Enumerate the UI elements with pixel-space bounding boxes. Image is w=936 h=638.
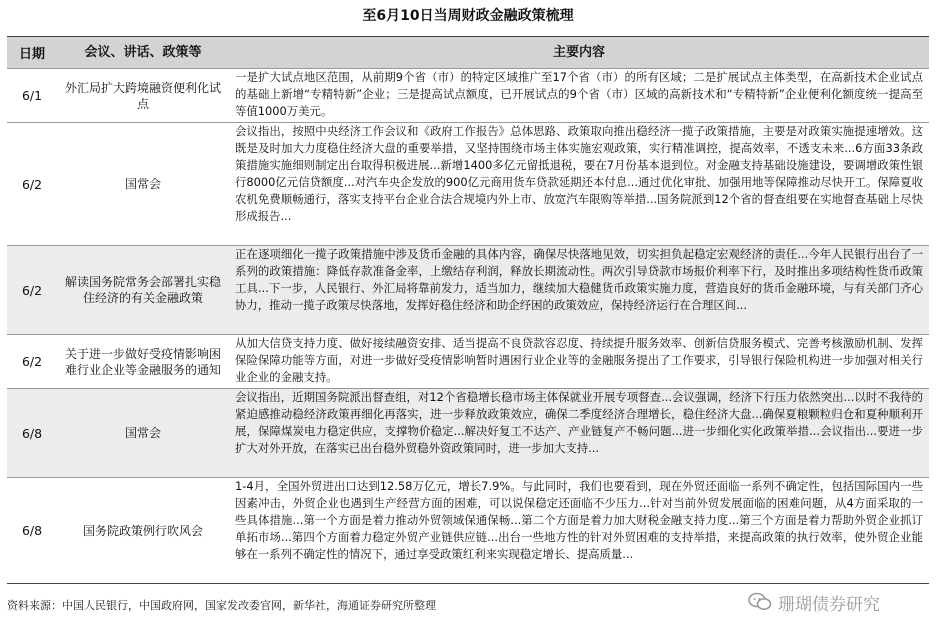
row-meeting: 国常会 (124, 177, 161, 191)
header-content: 主要内容 (552, 45, 605, 60)
table-header (7, 37, 929, 68)
wechat-icon (748, 592, 772, 612)
row-meeting: 国常会 (124, 426, 161, 440)
row-content: 会议指出，近期国务院派出督查组，对12个省稳增长稳市场主体保就业开展专项督查...会议强调，经济下行压力依然突出...以时不我待的紧迫感推动稳经济政策再细化再落实，进一步释放政策效应，确保二季度经济合理增长，稳住经济大盘...确保夏粮颗粒归仓和夏种顺利开展，保障煤炭电力稳定供应，支撑物价稳定...解决好复工不达产、产业链复产不畅问题...进一步细化实化政策举措...会议指出...要进一步扩大对外开放，在落实已出台稳外贸稳外资政策同时，进一步加大支持... (235, 390, 923, 455)
watermark (748, 586, 880, 618)
header-meeting: 会议、讲话、政策等 (84, 44, 202, 60)
table-row (7, 245, 929, 334)
row-content: 从加大信贷支持力度、做好接续融资安排、适当提高不良贷款容忍度、持续提升服务效率、创新信贷服务模式、完善考核激励机制、发挥保险保障功能等方面，对进一步做好受疫情影响暂时遇困行业企业等的金融服务提出了工作要求，引导银行保险机构进一步加强对相关行业企业的金融支持。 (235, 336, 923, 384)
row-content: 一是扩大试点地区范围，从前期9个省（市）的特定区域推广至17个省（市）的所有区域；二是扩展试点主体类型，在高新技术企业试点的基础上新增“专精特新”企业；三是提高试点额度，已开展试点的9个省（市）区域的高新技术和“专精特新”企业便利化额度统一提高至等值1000万美元。 (235, 70, 923, 118)
table-row (7, 334, 929, 388)
source-note: 资料来源：中国人民银行，中国政府网，国家发改委官网，新华社，海通证券研究所整理 (7, 599, 436, 612)
table-row (7, 388, 929, 477)
row-content: 会议指出，按照中央经济工作会议和《政府工作报告》总体思路、政策取向推出稳经济一揽子政策措施，主要是对政策实施提速增效。这既是及时加大力度稳住经济大盘的重要举措，又坚持围绕市场主体实施宏观政策，实行精准调控，提高效率，不透支未来...6方面33条政策措施实施细则制定出台取得积极进展...新增1400多亿元留抵退税，要在7月份基本退到位。对金融支持基础设施建设，要调增政策性银行8000亿元信贷额度...对汽车央企发放的900亿元商用货车贷款延期还本付息...通过优化审批、加强用地等保障推动尽快开工。保障夏收农机免费顺畅通行，落实支持平台企业合法合规境内外上市、放宽汽车限购等举措...国务院派到12个省的督查组要在实地督查基础上尽快形成报告... (235, 124, 923, 223)
table-row (7, 68, 929, 122)
row-meeting: 关于进一步做好受疫情影响困难行业企业等金融服务的通知 (64, 346, 221, 377)
table-title: 至6月10日当周财政金融政策梳理 (362, 8, 574, 24)
row-date: 6/8 (21, 523, 43, 538)
row-date: 6/2 (21, 176, 43, 192)
row-content: 正在逐项细化一揽子政策措施中涉及货币金融的具体内容，确保尽快落地见效，切实担负起稳定宏观经济的责任...今年人民银行出台了一系列的政策措施：降低存款准备金率，上缴结存利润，释放长期流动性。两次引导贷款市场报价利率下行，及时推出多项结构性货币政策工具...下一步，人民银行、外汇局将靠前发力，适当加力，继续加大稳健货币政策实施力度，营造良好的货币金融环境，与有关部门齐心协力，推动一揽子政策尽快落地，发挥好稳住经济和助企纾困的政策效应，保持经济运行在合理区间... (235, 247, 923, 312)
watermark-text: 珊瑚债券研究 (778, 594, 880, 615)
row-meeting: 外汇局扩大跨境融资便利化试点 (64, 80, 221, 111)
row-date: 6/1 (21, 88, 43, 103)
header-date: 日期 (18, 47, 45, 62)
row-date: 6/2 (21, 282, 43, 298)
policy-table (7, 36, 929, 584)
row-date: 6/8 (21, 425, 43, 441)
table-row (7, 477, 929, 583)
row-meeting: 国务院政策例行吹风会 (82, 523, 203, 538)
row-meeting: 解读国务院常务会部署扎实稳住经济的有关金融政策 (64, 275, 221, 305)
table-row (7, 122, 929, 245)
row-date: 6/2 (21, 354, 43, 369)
row-content: 1-4月，全国外贸进出口达到12.58万亿元，增长7.9%。与此同时，我们也要看到，现在外贸还面临一系列不确定性，包括国际国内一些因素冲击，外贸企业也遇到生产经营方面的困难，可以说保稳定还面临不少压力...针对当前外贸发展面临的困难问题，从4方面采取的一些具体措施...第一个方面是着力推动外贸领域保通保畅...第二个方面是着力加大财税金融支持力度...第三个方面是着力帮助外贸企业抓订单拓市场...第四个方面着力稳定外贸产业链供应链...出台一些地方性的针对外贸困难的支持举措，来提高政策的执行效率，使外贸企业能够在一系列不确定性的情况下，通过享受政策红利来实现稳定增长、提高质量... (235, 479, 923, 561)
